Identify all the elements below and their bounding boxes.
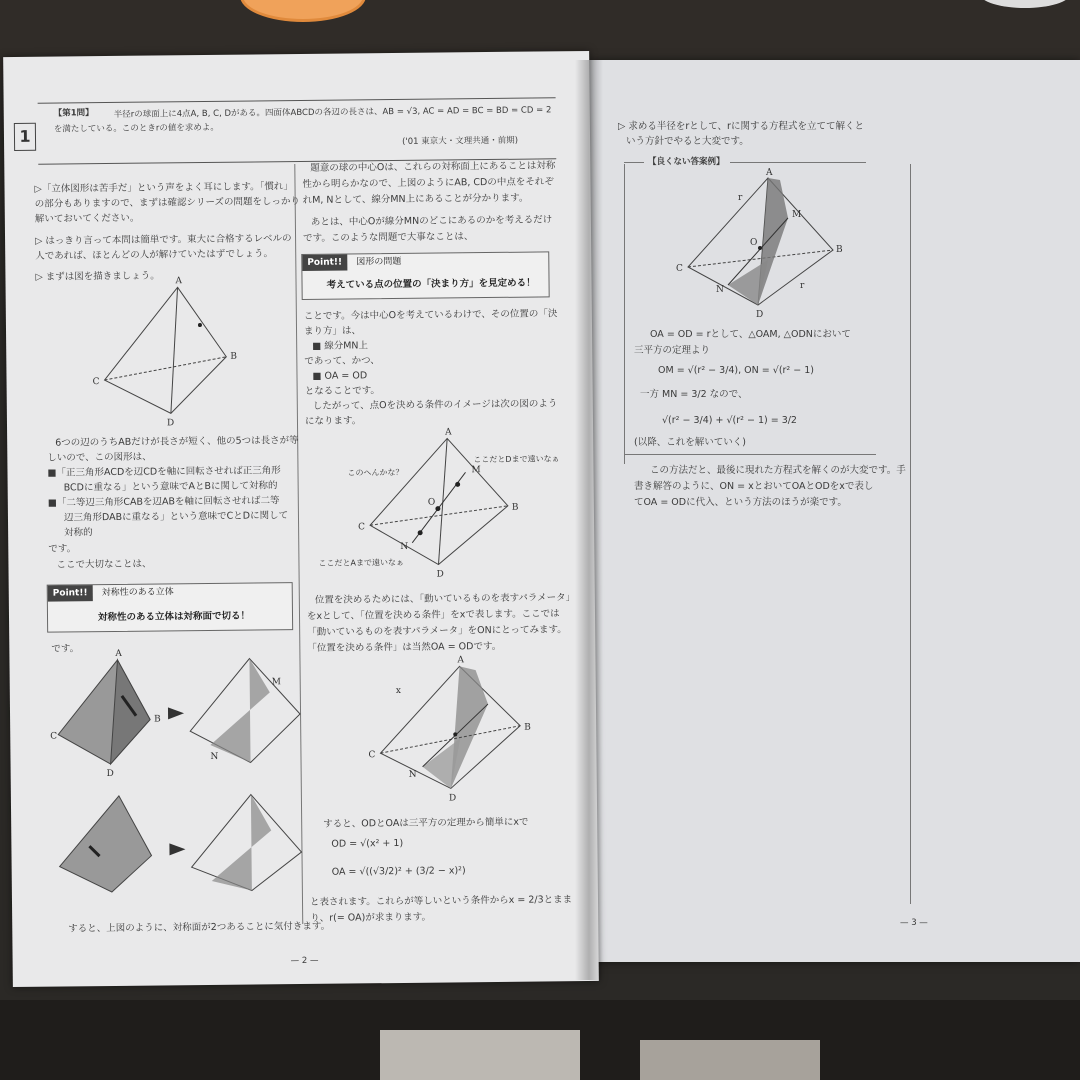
tetrahedron-figure [92, 276, 247, 429]
vertex-label: D [166, 418, 175, 429]
divider [910, 164, 911, 904]
text-line: すると、ODとOAは三平方の定理から簡単にxで [323, 816, 529, 830]
figure-note: このへんかな？ [347, 467, 404, 478]
equation: OM = √(r² − 3/4), ON = √(r² − 1) [658, 365, 814, 376]
vertex-label: C [358, 522, 366, 533]
point-body: 考えている点の位置の「決まり方」を見定める！ [326, 277, 536, 291]
text-line: 「位置を決める条件」は当然OA = ODです。 [307, 640, 502, 654]
divider [624, 164, 625, 464]
text-line: であって、かつ、 [304, 355, 380, 367]
vertex-label: x [395, 685, 401, 697]
text-line: 三平方の定理より [634, 345, 711, 356]
figure-note: ここだとAまで遠いなぁ [318, 557, 404, 568]
vertex-label: M [792, 210, 802, 220]
center-location-figure [307, 427, 560, 584]
vertex-label: D [436, 569, 444, 580]
point-title: 対称性のある立体 [101, 587, 174, 599]
vertex-label: C [50, 731, 58, 742]
text-line: ■ OA = OD [312, 370, 368, 382]
text-line: ▷ 求める半径をrとして、rに関する方程式を立てて解くと [618, 121, 864, 132]
text-line: 人であれば、ほとんどの人が解けていたはずでしょう。 [35, 248, 274, 262]
floor-patch [380, 1030, 580, 1080]
text-line: 性から明らかなので、上図のようにAB, CDの中点をそれぞ [302, 176, 554, 190]
parameter-figure [310, 655, 561, 804]
text-line: まり方」は、 [303, 325, 362, 337]
text-line: 6つの辺のうちABだけが長さが短く、他の5つは長さが等 [55, 435, 299, 449]
text-line: です。このような問題で大事なことは、 [303, 231, 474, 244]
text-line: と表されます。これらが等しいという条件からx = 2/3とまま [309, 894, 573, 908]
problem-tag: 【第1問】 [53, 108, 94, 119]
figure-note: ここだとDまで遠いなぁ [473, 454, 560, 465]
text-line: です。 [51, 643, 80, 655]
point-title: 図形の問題 [356, 256, 402, 268]
vertex-label: N [400, 541, 409, 552]
text-line: ■「二等辺三角形CABを辺ABを軸に回転させれば二等 [47, 495, 280, 509]
floor-patch [640, 1040, 820, 1080]
bad-answer-heading: 【良くない答案例】 [648, 157, 725, 167]
right-page [588, 60, 1080, 962]
vertex-label: D [756, 310, 764, 320]
point-box [47, 582, 293, 633]
text-line: OA = OD = rとして、△OAM, △ODNにおいて [650, 329, 851, 340]
vertex-label: O [750, 238, 758, 248]
text-line: ▷ まずは図を描きましょう。 [35, 270, 160, 283]
divider [624, 162, 644, 163]
vertex-label: B [154, 714, 161, 725]
text-line: 「動いているものを表すパラメータ」をONにとってみます。 [307, 624, 567, 638]
text-line: 対称的 [64, 527, 93, 539]
vertex-label: D [448, 793, 457, 804]
problem-source: ('01 東京大・文理共通・前期) [402, 135, 519, 147]
vertex-label: N [716, 285, 724, 295]
vertex-label: M [271, 677, 281, 688]
vertex-label: A [115, 648, 122, 659]
vertex-label: C [368, 750, 376, 761]
vertex-label: r [738, 193, 743, 203]
vertex-label: A [457, 655, 465, 666]
text-line: り、r(= OA)が求まります。 [310, 911, 432, 924]
vertex-label: C [92, 377, 100, 388]
text-line: です。 [48, 543, 77, 555]
vertex-label: B [511, 502, 519, 513]
equation: √(r² − 3/4) + √(r² − 1) = 3/2 [662, 415, 797, 426]
vertex-label: B [230, 351, 237, 362]
text-line: (以降、これを解いていく) [634, 437, 746, 448]
book-gutter [575, 60, 603, 980]
vertex-label: C [676, 264, 683, 274]
text-line: すると、上図のように、対称面が2つあることに気付きます。 [68, 920, 331, 935]
text-line: あとは、中心Oが線分MNのどこにあるのかを考えるだけ [310, 214, 553, 228]
text-line: れM, Nとして、線分MN上にあることが分かります。 [302, 192, 529, 206]
point-tag: Point!! [48, 585, 93, 601]
vertex-label: M [471, 465, 481, 476]
text-line: ▷ はっきり言って本問は簡単です。東大に合格するレベルの [35, 233, 292, 247]
vertex-label: r [800, 281, 805, 291]
point-body: 対称性のある立体は対称面で切る！ [97, 610, 251, 624]
text-line: ことです。今は中心Oを考えているわけで、その位置の「決 [303, 308, 558, 322]
bad-answer-figure [668, 170, 848, 320]
vertex-label: B [836, 245, 843, 255]
divider [730, 162, 866, 163]
vertex-label: N [210, 751, 219, 762]
problem-number: 1 [14, 123, 36, 151]
page-number: — 3 — [900, 918, 928, 928]
text-line: の部分もありますので、まずは確認シリーズの問題をしっかり [34, 195, 301, 210]
vertex-label: D [106, 768, 114, 780]
text-line: になります。 [304, 415, 362, 427]
vertex-label: B [524, 722, 531, 733]
text-line: 辺三角形DABに重なる」という意味でCとDに関して [63, 510, 289, 524]
text-line: 位置を決めるためには、「動いているものを表すパラメータ」 [314, 592, 576, 606]
vertex-label: O [427, 497, 436, 508]
text-line: 解いておいてください。 [34, 212, 140, 225]
vertex-label: A [766, 168, 773, 178]
text-line: この方法だと、最後に現れた方程式を解くのが大変です。手 [650, 465, 906, 476]
divider [624, 454, 876, 455]
text-line: ■ 線分MN上 [312, 340, 369, 352]
vertex-label: A [445, 427, 452, 438]
text-line: ここで大切なことは、 [56, 558, 152, 571]
equation: OA = √((√3/2)² + (3/2 − x)²) [331, 865, 466, 878]
text-line: BCDに重なる」という意味でAとBに関して対称的 [63, 480, 278, 494]
vertex-label: N [408, 769, 417, 780]
vertex-label: A [175, 276, 183, 287]
text-line: ▷「立体図形は苦手だ」という声をよく耳にします。「慣れ」 [34, 181, 293, 195]
problem-statement: 半径rの球面上に4点A, B, C, Dがある。四面体ABCDの各辺の長さは、AB = √3, AC = AD = BC = BD = CD = 2 [113, 105, 552, 120]
equation: OD = √(x² + 1) [331, 837, 404, 850]
text-line: をxとして、「位置を決める条件」をxで表します。ここでは [306, 608, 560, 622]
text-line: ■「正三角形ACDを辺CDを軸に回転させれば正三角形 [47, 465, 281, 479]
point-tag: Point!! [302, 255, 347, 271]
problem-statement: を満たしている。このときrの値を求めよ。 [53, 122, 219, 135]
equation: 一方 MN = 3/2 なので、 [640, 389, 748, 400]
text-line: 題意の球の中心Oは、これらの対称面上にあることは対称 [310, 160, 556, 174]
point-box [301, 251, 549, 300]
text-line: てOA = ODに代入、という方法のほうが楽です。 [634, 497, 847, 508]
text-line: したがって、点Oを決める条件のイメージは次の図のよう [312, 398, 558, 412]
left-page [3, 51, 599, 987]
text-line: しいので、この図形は、 [47, 451, 152, 464]
page-number: — 2 — [290, 955, 319, 967]
text-line: となることです。 [304, 385, 380, 397]
text-line: いう方針でやると大変です。 [626, 136, 749, 147]
text-line: 書き解答のように、ON = xとおいてOAとODをxで表し [634, 481, 874, 492]
